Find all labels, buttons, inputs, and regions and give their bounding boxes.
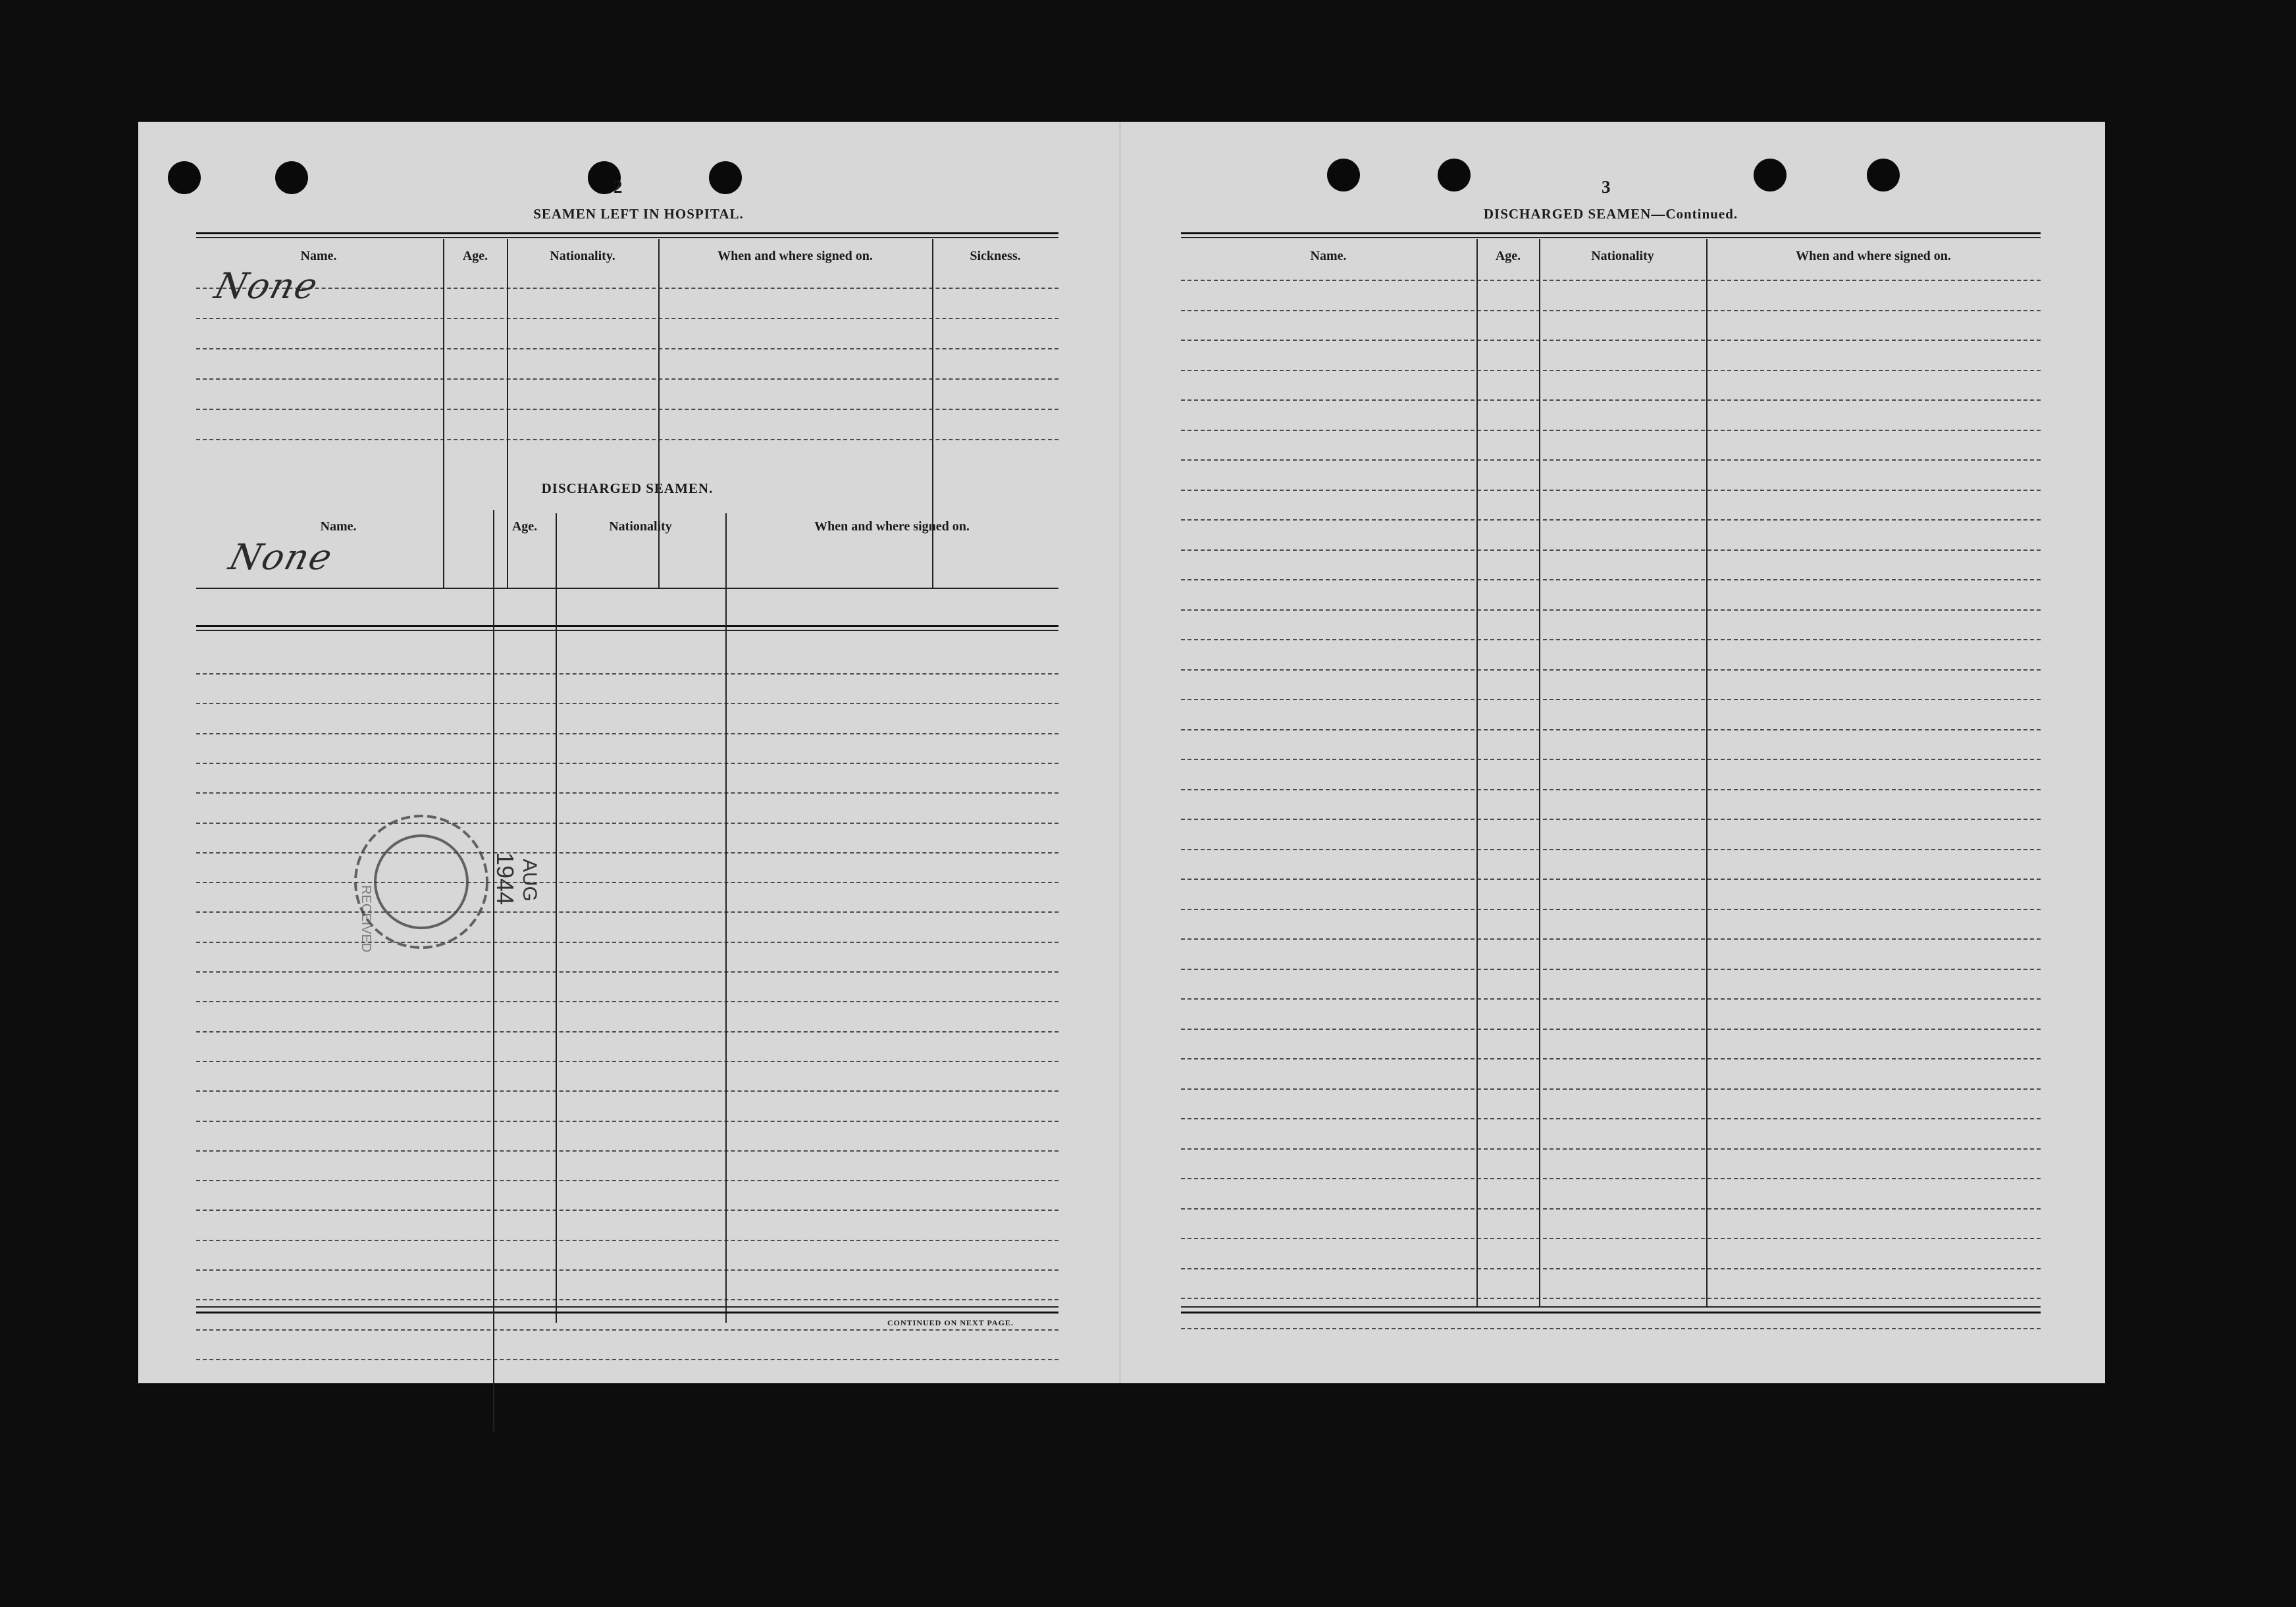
hospital-section-title: SEAMEN LEFT IN HOSPITAL.: [533, 206, 744, 222]
row-line: [196, 1210, 1058, 1211]
section-rule: [196, 588, 1058, 589]
punch-hole: [168, 161, 201, 194]
row-line: [196, 1090, 1058, 1092]
row-line: [196, 1240, 1058, 1241]
page-number: 3: [1602, 177, 1611, 197]
row-line: [196, 1269, 1058, 1271]
row-line: [1181, 1298, 2041, 1299]
col-name: Name.: [1310, 249, 1347, 263]
row-line: [1181, 1088, 2041, 1090]
table-bottom-rule: [196, 1306, 1058, 1308]
col-divider: [1706, 239, 1708, 1306]
col-divider: [932, 239, 933, 588]
stamp-inner-ring: [375, 836, 467, 928]
punch-hole: [1327, 159, 1360, 191]
row-line: [196, 971, 1058, 973]
col-divider: [1476, 239, 1478, 1306]
row-line: [1181, 1268, 2041, 1269]
row-line: [1181, 579, 2041, 580]
row-line: [196, 1299, 1058, 1300]
table-top-rule: [1181, 232, 2041, 234]
row-line: [1181, 340, 2041, 341]
row-line: [196, 1061, 1058, 1062]
table-bottom-rule: [196, 1312, 1058, 1314]
row-line: [1181, 459, 2041, 461]
row-line: [1181, 399, 2041, 401]
row-line: [1181, 699, 2041, 700]
row-line: [196, 1180, 1058, 1181]
col-signed-on: When and where signed on.: [1796, 249, 1951, 263]
col-divider: [1539, 239, 1540, 1306]
row-line: [196, 1359, 1058, 1360]
col-name: Name.: [300, 249, 337, 263]
punch-hole: [275, 161, 308, 194]
row-line: [196, 378, 1058, 380]
col-nationality: Nationality.: [550, 249, 615, 263]
col-divider: [493, 510, 494, 1431]
postmark-stamp: [323, 806, 599, 964]
row-line: [196, 1150, 1058, 1152]
row-line: [196, 1121, 1058, 1122]
col-nationality: Nationality: [609, 519, 672, 534]
row-line: [1181, 849, 2041, 850]
row-line: [196, 348, 1058, 349]
row-line: [1181, 609, 2041, 611]
row-line: [1181, 938, 2041, 940]
row-line: [1181, 669, 2041, 671]
table-bottom-rule: [1181, 1312, 2041, 1314]
col-sickness: Sickness.: [970, 249, 1021, 263]
row-line: [1181, 310, 2041, 311]
row-line: [1181, 1118, 2041, 1119]
row-line: [196, 288, 1058, 289]
col-divider: [658, 239, 660, 588]
row-line: [1181, 1178, 2041, 1179]
table-top-rule: [196, 237, 1058, 238]
row-line: [1181, 879, 2041, 880]
row-line: [1181, 519, 2041, 521]
row-line: [196, 763, 1058, 764]
col-age: Age.: [1495, 249, 1521, 263]
row-line: [196, 1001, 1058, 1002]
col-divider: [507, 239, 508, 588]
table-top-rule: [196, 625, 1058, 627]
row-line: [196, 792, 1058, 794]
row-line: [1181, 1029, 2041, 1030]
stamp-year: 1944: [492, 852, 519, 906]
row-line: [1181, 1208, 2041, 1210]
discharged-section-title: DISCHARGED SEAMEN.: [541, 480, 714, 496]
row-line: [1181, 759, 2041, 760]
col-divider: [725, 513, 727, 1323]
row-line: [1181, 639, 2041, 640]
col-nationality: Nationality: [1591, 249, 1654, 263]
row-line: [1181, 1058, 2041, 1059]
row-line: [1181, 909, 2041, 910]
log-sheet: [138, 122, 2105, 1383]
discharged-continued-title: DISCHARGED SEAMEN—Continued.: [1483, 206, 1738, 222]
punch-hole: [1754, 159, 1787, 191]
row-line: [1181, 370, 2041, 371]
col-age: Age.: [511, 519, 538, 534]
page-fold: [1119, 122, 1121, 1383]
table-top-rule: [196, 630, 1058, 631]
table-top-rule: [196, 232, 1058, 234]
handwritten-entry: None: [224, 536, 338, 578]
punch-hole: [709, 161, 742, 194]
row-line: [1181, 549, 2041, 551]
page-number: 2: [613, 177, 623, 197]
table-bottom-rule: [1181, 1306, 2041, 1308]
row-line: [1181, 819, 2041, 820]
row-line: [196, 409, 1058, 410]
row-line: [196, 1031, 1058, 1033]
row-line: [1181, 490, 2041, 491]
col-name: Name.: [320, 519, 357, 534]
row-line: [196, 318, 1058, 319]
row-line: [1181, 729, 2041, 730]
handwritten-entry: None: [210, 265, 323, 307]
row-line: [196, 1329, 1058, 1331]
row-line: [1181, 789, 2041, 790]
continued-footer: CONTINUED ON NEXT PAGE.: [887, 1318, 1014, 1327]
row-line: [1181, 280, 2041, 281]
col-signed-on: When and where signed on.: [814, 519, 970, 534]
row-line: [1181, 969, 2041, 970]
row-line: [1181, 1328, 2041, 1329]
col-age: Age.: [462, 249, 488, 263]
row-line: [1181, 430, 2041, 431]
table-top-rule: [1181, 237, 2041, 238]
row-line: [196, 673, 1058, 675]
col-signed-on: When and where signed on.: [718, 249, 873, 263]
row-line: [1181, 998, 2041, 1000]
row-line: [196, 439, 1058, 440]
row-line: [196, 703, 1058, 704]
svg-text:RECEIVED: RECEIVED: [359, 885, 373, 953]
row-line: [196, 733, 1058, 734]
punch-hole: [1867, 159, 1900, 191]
row-line: [1181, 1148, 2041, 1150]
stamp-month: AUG: [519, 859, 540, 902]
punch-hole: [1438, 159, 1471, 191]
col-divider: [443, 239, 444, 588]
row-line: [1181, 1238, 2041, 1239]
